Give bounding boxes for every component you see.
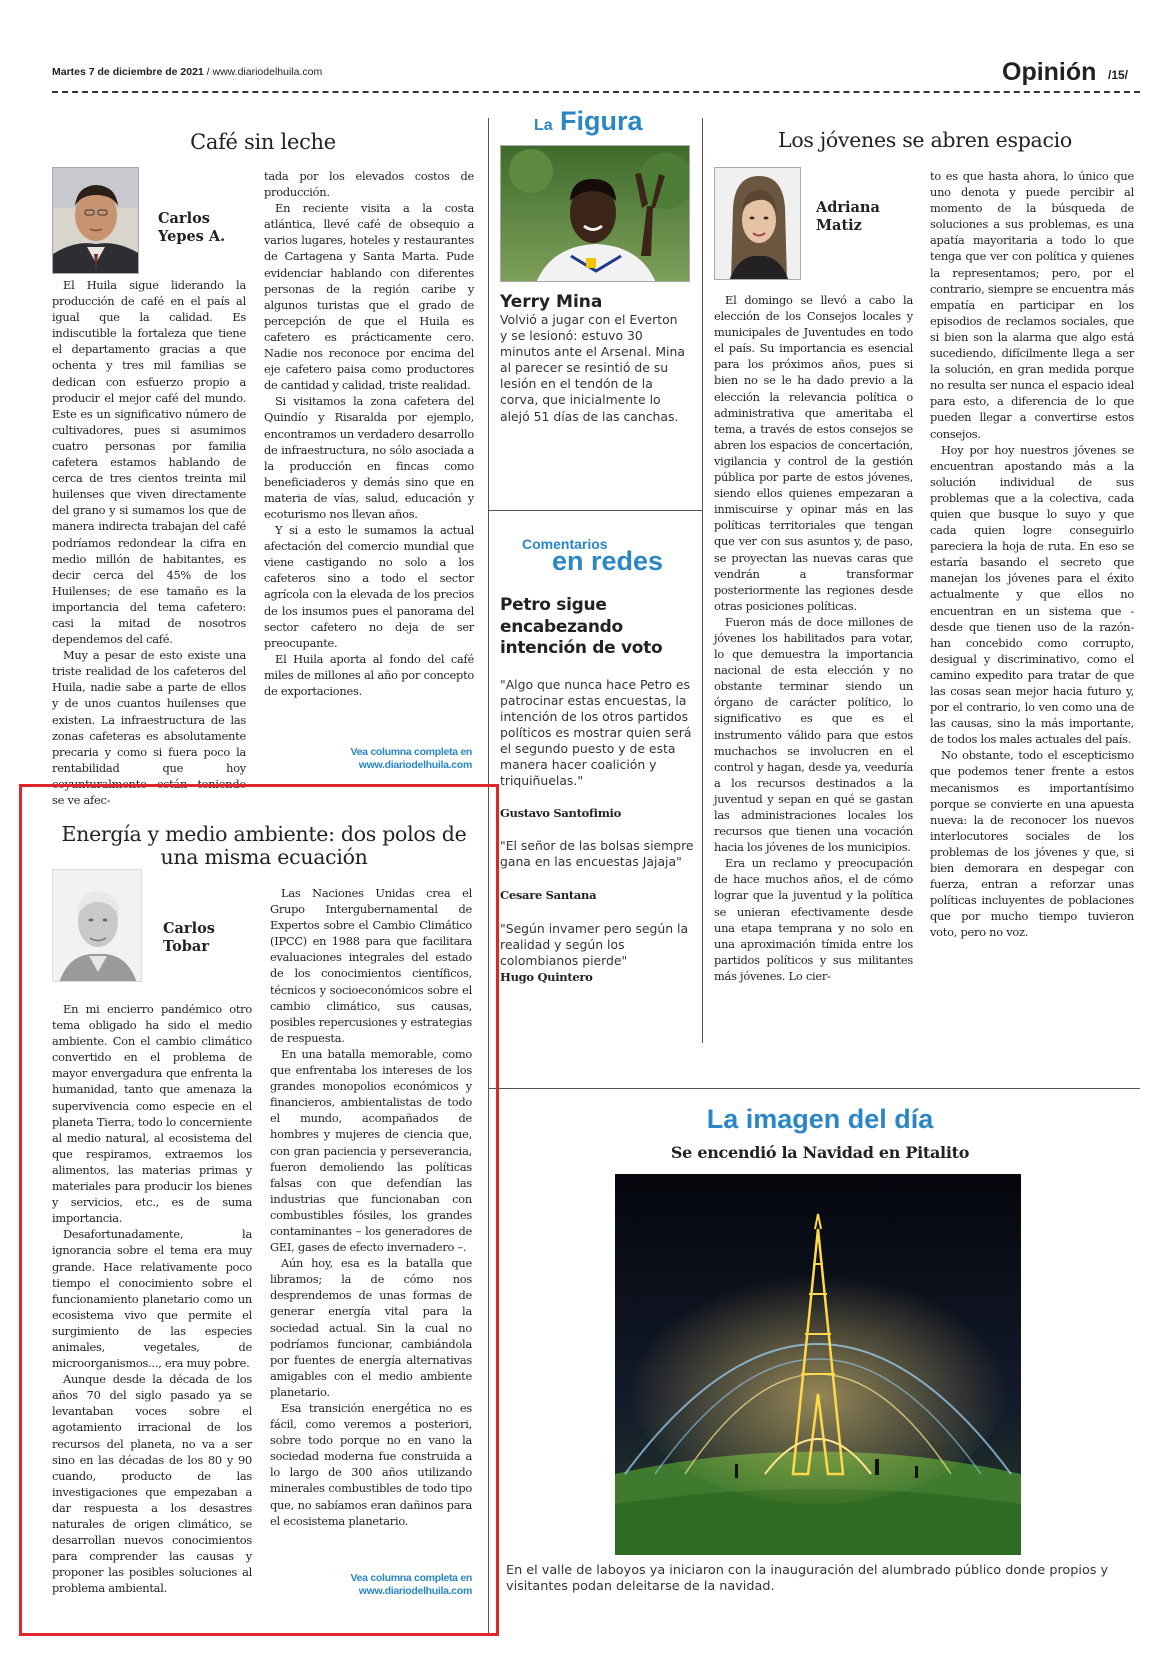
article-body-energia-col2 bbox=[270, 885, 472, 1529]
paragraph: Las Naciones Unidas crea el Grupo Intergubernamental de Expertos sobre el Cambio Climático (IPCC) en 1988 para que facilitara evaluaciones integrales del estado de los conocimientos científicos, técnicos y socioeconómicos sobre el cambio climático, sus causas, posibles repercusiones y estrategias de respuesta. bbox=[270, 886, 472, 1045]
paragraph: No obstante, todo el escepticismo que podemos tener frente a estos mecanismos es importantísimo porque se convierte en una apuesta nueva: la de reconocer los nuevos interlocutores sociales de los problemas de los jóvenes y que, si bien demorara en despegar con fuerza, entran a reforzar unas políticas incluyentes de poblaciones que por mucho tiempo tuvieron voto, pero no voz. bbox=[930, 748, 1134, 940]
article-body-cafe-col2 bbox=[264, 168, 474, 699]
figura-name: Yerry Mina bbox=[500, 292, 603, 312]
author-photo-matiz bbox=[714, 167, 801, 280]
imagen-photo bbox=[615, 1174, 1021, 1555]
paragraph: to es que hasta ahora, lo único que uno denota y puede percibir al momento de la búsqueda de soluciones a sus problemas, es una apatía mayoritaria a todo lo que tenga que ver con política y quienes la representamos; pero, por el contrario, siempre se encuentra más empatía en participar en los episodios de reclamos sociales, que si bien son la alarma que algo está sucediendo, difícilmente llega a ser la solución, en gran medida porque no resulta ser nunca el espacio ideal para esto, a diferencia de lo que pueden llegar a convertirse estos consejos. bbox=[930, 169, 1134, 441]
author-photo-tobar bbox=[52, 869, 142, 982]
paragraph: Hoy por hoy nuestros jóvenes se encuentran apostando más a la solución individual de sus problemas que a la colectiva, cada quien que busque lo suyo y que cada quien logre conseguirlo pareciera la hoja de ruta. En eso se estaría basando el secreto que manejan los jóvenes para el éxito actualmente y que ellos no encuentran en un sistema que -desde que tienen uso de la razón- han concebido como corrupto, desigual y discriminativo, como el camino expedito para tratar de que las cosas sean mejor hacia futuro y, por el contrario, lo ven como una de las causas, sino la más importante, de todos los males actuales del país. bbox=[930, 442, 1134, 747]
article-body-jovenes-col2 bbox=[930, 168, 1134, 941]
article-title-energia: Energía y medio ambiente: dos polos de una misma ecuación bbox=[61, 822, 467, 869]
author-photo-yepes bbox=[52, 167, 139, 274]
paragraph: Fueron más de doce millones de jóvenes los habilitados para votar, lo que demuestra la importancia nacional de esta elección y no obstante terminar siendo un órgano de carácter político, lo significativo es que es el instrumento válido para que estos muchachos se involucren en el control y hagan, desde ya, veeduría a los recursos destinados a la juventud y sepan en qué se gastan las administraciones locales los recursos que tienen una vocación hacia los jóvenes de los municipios. bbox=[714, 614, 913, 855]
imagen-divider bbox=[488, 1088, 1140, 1089]
redes-headline: Petro sigue encabezando intención de voto bbox=[500, 595, 663, 658]
redes-quote: "Algo que nunca hace Petro es patrocinar estas encuestas, la intención de los otros partidos políticos es mostrar quien será el segundo puesto y de esta manera hacer coalición y triquiñuelas." bbox=[500, 677, 692, 788]
redes-quote-author: Hugo Quintero bbox=[500, 970, 593, 984]
author-name-tobar: Carlos Tobar bbox=[163, 920, 215, 955]
imagen-caption: En el valle de laboyos ya iniciaron con la inauguración del alumbrado público donde propios y visitantes podan deleitarse de la navidad. bbox=[506, 1563, 1109, 1594]
paragraph: tada por los elevados costos de producción. bbox=[264, 169, 474, 200]
header-rule bbox=[52, 91, 1140, 93]
redes-quote: "El señor de las bolsas siempre gana en las encuestas Jajaja" bbox=[500, 838, 694, 869]
paragraph: El Huila sigue liderando la producción de café en el país al igual que la calidad. Es indiscutible la fortaleza que tiene el departamento gracias a que ochenta y tres mil familias se dedican con esfuerzo propio a producir el mejor café del mundo. Este es un significativo número de cultivadores, pues si asumimos cuatro personas por familia cafetera estamos hablando de cerca de tres cientos treinta mil huilenses que viven directamente del grano y si sumamos los que de manera indirecta trabajan del café podríamos redondear la cifra en medio millón de habitantes, es decir cerca del 45% de los Huilenses; de ese tamaño es la importancia del tema cafetero: casi la mitad de nosotros dependemos del café. bbox=[52, 278, 246, 647]
redes-quote: "Según invamer pero según la realidad y según los colombianos pierde" bbox=[500, 921, 689, 968]
paragraph: Esa transición energética no es fácil, como veremos a posteriori, sobre todo porque no en vano la sociedad moderna fue construida a lo largo de 300 años utilizando minerales combustibles de todo tipo que, no sabíamos eran dañinos para el ecosistema planetario. bbox=[270, 1401, 472, 1528]
header-url[interactable]: / www.diariodelhuila.com bbox=[203, 66, 323, 78]
figura-photo bbox=[500, 145, 690, 282]
section-title: Opinión bbox=[1002, 58, 1097, 86]
paragraph: Era un reclamo y preocupación de hace muchos años, el de cómo lograr que la juventud y la política se unieran efectivamente desde una etapa temprana y no solo en una aproximación tímida entre los partidos políticos y sus militantes más jóvenes. Lo cier- bbox=[714, 856, 913, 983]
header-date: Martes 7 de diciembre de 2021 / www.diariodelhuila.com bbox=[52, 66, 323, 78]
read-more-link-energia[interactable]: Vea columna completa en www.diariodelhuila.com bbox=[350, 1572, 472, 1597]
article-body-cafe-col1 bbox=[52, 277, 246, 808]
paragraph: Desafortunadamente, la ignorancia sobre el tema era muy grande. Hace relativamente poco tiempo el conocimiento sobre el funcionamiento planetario como un ecosistema vivo que permite el surgimiento de las especies animales, vegetales, de microorganismos..., era muy pobre. bbox=[52, 1227, 252, 1371]
article-title-cafe: Café sin leche bbox=[190, 130, 336, 154]
figura-text: Volvió a jugar con el Everton y se lesionó: estuvo 30 minutos ante el Arsenal. Mina al parecer se resintió de su lesión en el tendón de la corva, que inicialmente lo alejó 51 días de las canchas. bbox=[500, 312, 685, 424]
paragraph: Aún hoy, esa es la batalla que libramos; la de cómo nos desprendemos de unas formas de generar energía vital para la sociedad actual. Sin la cual no podríamos funcionar, cambiándola por fuentes de energía alternativas amigables con el medio ambiente planetario. bbox=[270, 1256, 472, 1399]
redes-quote-author: Gustavo Santofimio bbox=[500, 806, 621, 820]
article-body-energia-col1 bbox=[52, 1001, 252, 1596]
paragraph: Y si a esto le sumamos la actual afectación del comercio mundial que viene castigando no solo a los cafeteros sino a todo el sector agrícola con la elevada de los precios de los insumos pues el panorama del sector cafetero no deja de ser preocupante. bbox=[264, 523, 474, 650]
figura-label: Figura bbox=[560, 106, 643, 136]
author-name-yepes: Carlos Yepes A. bbox=[158, 210, 226, 245]
paragraph: En reciente visita a la costa atlántica, llevé café de obsequio a varios lugares, hoteles y restaurantes de Cartagena y Santa Marta. Pude evidenciar hablando con diferentes personas de la región caribe y algunos turistas que el grado de percepción de que el Huila es cafetero es prácticamente cero. Nadie nos reconoce por encima del eje cafetero paisa como productores de cantidad y calidad, triste realidad. bbox=[264, 201, 474, 393]
read-more-link-cafe[interactable]: Vea columna completa en www.diariodelhuila.com bbox=[350, 746, 472, 771]
paragraph: En mi encierro pandémico otro tema obligado ha sido el medio ambiente. Con el cambio climático convertido en el problema de mayor envergadura que enfrenta la humanidad, tanto que amenaza la supervivencia como especie en el planeta Tierra, todo lo concerniente al medio natural, al ecosistema del que respiramos, extraemos los alimentos, las materias primas y materiales para producir los bienes y servicios, etc., es de suma importancia. bbox=[52, 1002, 252, 1226]
paragraph: En una batalla memorable, como que enfrentaba los intereses de los grandes monopolios económicos y financieros, ambientalistas de todo el mundo, acompañados de hombres y mujeres de ciencia que, con gran paciencia y perseverancia, fueron demoliendo las políticas falsas con que defendían las industrias que funcionaban con combustibles fósiles, los grandes contaminantes – los generadores de GEI, gases de efecto invernadero –. bbox=[270, 1046, 472, 1255]
redes-quote-author: Cesare Santana bbox=[500, 888, 597, 902]
paragraph: Muy a pesar de esto existe una triste realidad de los cafeteros del Huila, nadie sabe a parte de ellos y de unos cuantos huilenses que existen. La infraestructura de las zonas cafeteras es absolutamente precaria y como si fuera poco la rentabilidad que hoy coyunturalmente están teniendo se ve afec- bbox=[52, 648, 246, 807]
article-title-jovenes: Los jóvenes se abren espacio bbox=[778, 128, 1072, 152]
figura-divider bbox=[488, 510, 702, 511]
paragraph: El Huila aporta al fondo del café miles de millones al año por concepto de exportaciones. bbox=[264, 651, 474, 698]
imagen-subtitle: Se encendió la Navidad en Pitalito bbox=[670, 1143, 970, 1162]
paragraph: Aunque desde la década de los años 70 del siglo pasado ya se levantaban voces sobre el agotamiento irracional de los recursos del planeta, no va a ser sino en las décadas de los 80 y 90 cuando, producto de las investigaciones que empezaban a dar respuesta a los desastres naturales de origen climático, se desarrollan nuevos conocimientos para comprender las causas y proponer las posibles soluciones al problema ambiental. bbox=[52, 1372, 252, 1596]
redes-label: en redes bbox=[552, 546, 664, 576]
column-divider-right bbox=[702, 118, 703, 1043]
paragraph: El domingo se llevó a cabo la elección de los Consejos locales y municipales de Juventudes en todo el país. Su importancia es esencial para los próximos años, pues si bien no se le ha dado previo a la elección la relevancia política o administrativa que ameritaba el tema, a través de estos consejos se abren los espacios de concertación, vigilancia y control de la gestión pública por parte de estos jóvenes, siendo ellos quienes empezaran a inmiscuirse y opinar más en las políticas territoriales que tengan que ver con sus asuntos y, de paso, se proyectan las nuevas caras que vendrán a transformar posteriormente las regiones desde otras posiciones políticas. bbox=[714, 293, 913, 613]
redes-label-small: Comentarios bbox=[522, 536, 608, 552]
imagen-title: La imagen del día bbox=[706, 1104, 934, 1134]
paragraph: Si visitamos la zona cafetera del Quindío y Risaralda por ejemplo, encontramos un verdadero desarrollo de infraestructura, no sólo asociada a la producción en fincas como beneficiaderos y demás sino que en materia de vías, salud, educación y ecoturismo nos llevan años. bbox=[264, 394, 474, 521]
page-number: /15/ bbox=[1108, 68, 1129, 82]
figura-label-la: La bbox=[534, 117, 553, 134]
article-body-jovenes-col1 bbox=[714, 292, 913, 984]
author-name-matiz: Adriana Matiz bbox=[816, 199, 880, 234]
